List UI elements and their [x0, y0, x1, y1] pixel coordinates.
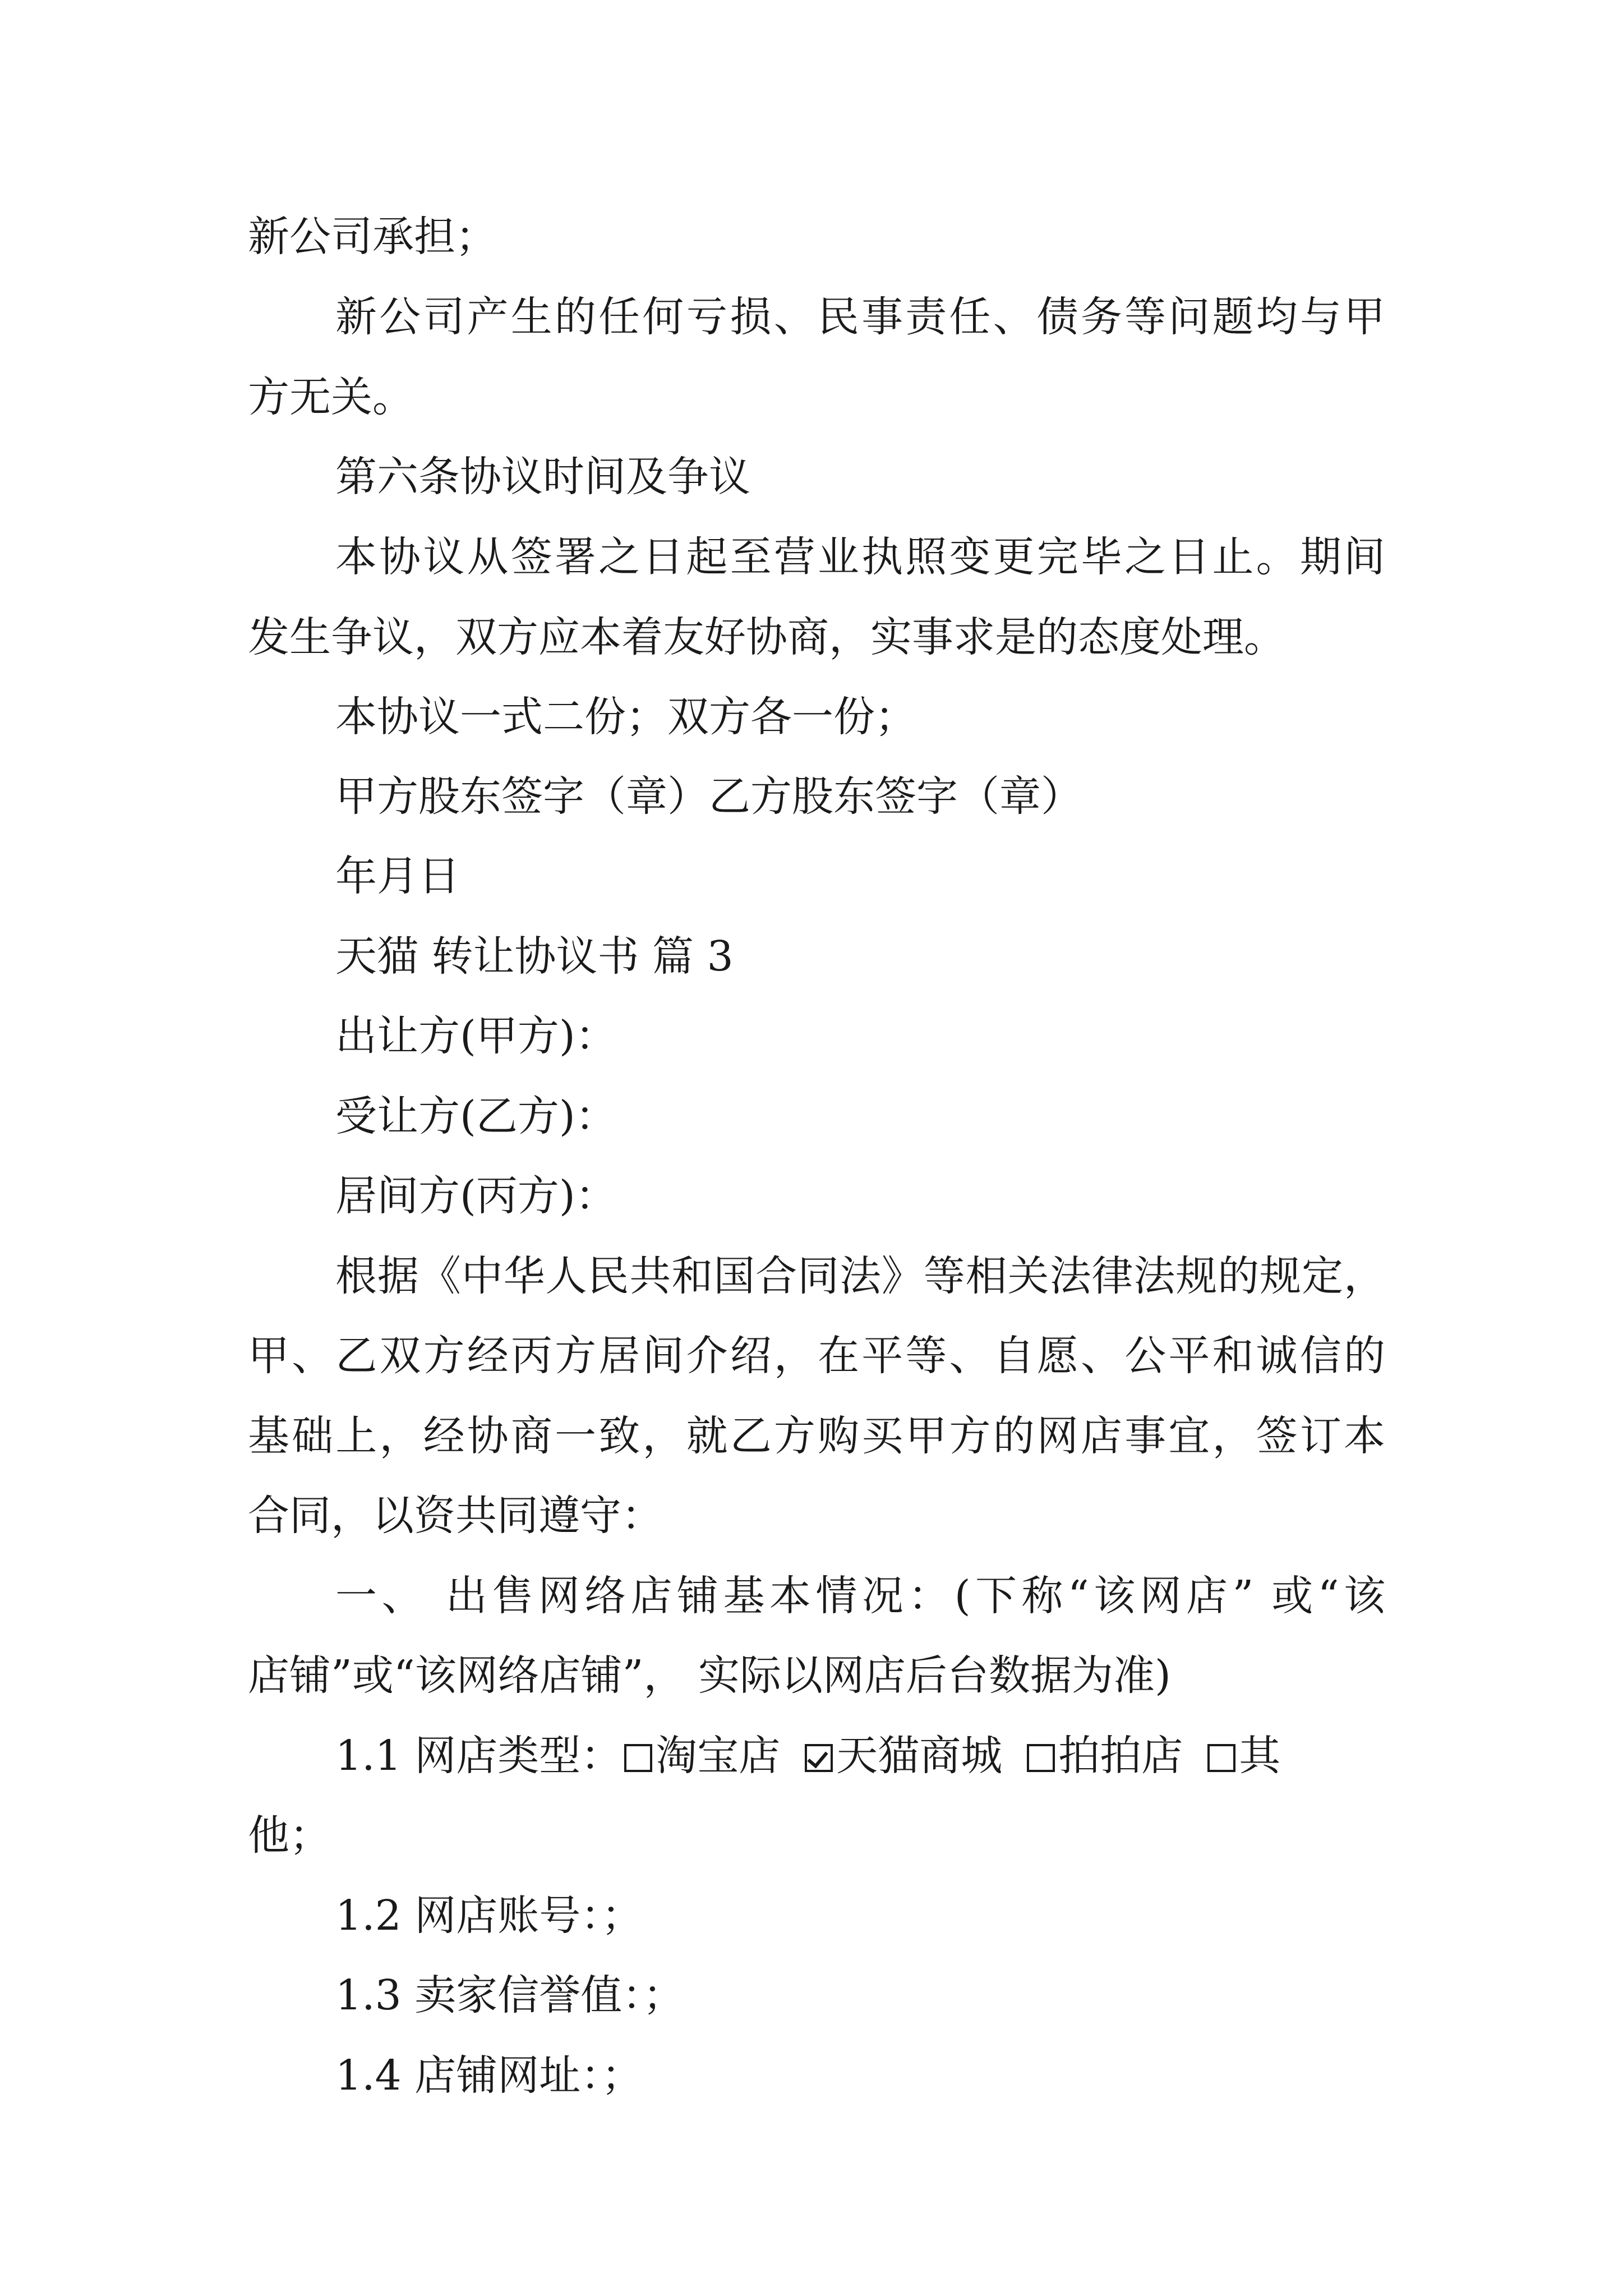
- checkbox-tmall[interactable]: [805, 1744, 833, 1772]
- text-line: 本协议从签署之日起至营业执照变更完毕之日止。期间: [335, 533, 1385, 581]
- text-line: 发生争议，双方应本着友好协商，实事求是的态度处理。: [248, 613, 1285, 661]
- text-line: 本协议一式二份；双方各一份；: [335, 693, 916, 741]
- seller-credit-line: 1.3 卖家信誉值：；: [335, 1971, 685, 2019]
- party-transferor: 出让方(甲方)：: [335, 1012, 617, 1060]
- section-heading: 一、 出售网络店铺基本情况：(下称“该网店” 或“该: [335, 1572, 1385, 1620]
- text-line: 方无关。: [248, 373, 414, 421]
- checkbox-label-taobao: 淘宝店: [656, 1732, 781, 1780]
- checkbox-label-tmall: 天猫商城: [836, 1732, 1003, 1780]
- document-title: 天猫 转让协议书 篇 3: [335, 932, 734, 981]
- checkbox-label-other: 其: [1239, 1732, 1281, 1780]
- date-line: 年月日: [335, 852, 460, 900]
- text-line: 基础上，经协商一致，就乙方购买甲方的网店事宜，签订本: [248, 1412, 1385, 1460]
- checkbox-taobao[interactable]: [624, 1744, 652, 1772]
- checkbox-paipai[interactable]: [1027, 1744, 1055, 1772]
- shop-type-line: [335, 1728, 1385, 1784]
- checkbox-label-paipai: 拍拍店: [1058, 1732, 1183, 1780]
- party-transferee: 受让方(乙方)：: [335, 1092, 617, 1140]
- section-heading: 第六条协议时间及争议: [335, 453, 750, 501]
- shop-type-label: 1.1 网店类型：: [335, 1732, 623, 1780]
- signature-line: 甲方股东签字（章）乙方股东签字（章）: [335, 772, 1082, 821]
- text-line: 根据《中华人民共和国合同法》等相关法律法规的规定，: [335, 1252, 1385, 1300]
- text-line: 他；: [248, 1811, 331, 1860]
- shop-url-line: 1.4 店铺网址：；: [335, 2051, 643, 2100]
- party-intermediary: 居间方(丙方)：: [335, 1172, 617, 1220]
- text-line: 新公司产生的任何亏损、民事责任、债务等问题均与甲: [335, 293, 1385, 341]
- text-line: 合同，以资共同遵守：: [248, 1492, 663, 1540]
- shop-account-line: 1.2 网店账号：；: [335, 1892, 643, 1940]
- text-line: 甲、乙双方经丙方居间介绍，在平等、自愿、公平和诚信的: [248, 1332, 1385, 1380]
- text-line: 新公司承担；: [248, 213, 497, 261]
- text-line: 店铺”或“该网络店铺”， 实际以网店后台数据为准): [248, 1651, 1171, 1700]
- checkbox-other[interactable]: [1207, 1744, 1235, 1772]
